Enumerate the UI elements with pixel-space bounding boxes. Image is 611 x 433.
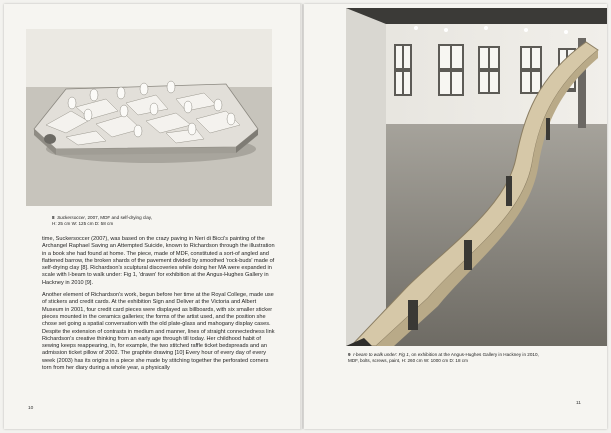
page-number-right: 11 [576, 401, 581, 406]
left-page [4, 4, 302, 429]
page-number-left: 10 [28, 406, 34, 411]
figure-9-number: 9 [348, 352, 351, 357]
figure-9-caption [348, 352, 598, 364]
i-beam-gallery-illustration [346, 8, 607, 346]
figure-9-details: , on exhibition at the Angus-Hughes Gallery in Hackney in 2010, [408, 352, 539, 357]
paragraph-1: time, Suckersoccer (2007), was based on the crazy paving in Neri di Bicci's painting of the Archangel Raphael Saving an Attempted Suicide, known to Richardson through the illustration in a book she had found at home. The piece, made of MDF, constituted a sort-of angled and flattened barrow, the broken shards of the pavement divided by smoothed 'rock-buds' made of self-drying clay [8]. Richardson's sculptural discoveries while doing her MA were expanded in scale with I-beam to walk under: Fig 1, 'drawn' for exhibition at the Angus-Hughes Gallery in Hackney in 2010 [9]. [42, 236, 275, 286]
figure-8-title: Suckersoccer [57, 215, 85, 220]
right-page [304, 4, 607, 429]
paragraph-2: Another element of Richardson's work, begun before her time at the Royal College, made use of stickers and credit cards. At the exhibition Sign and Deliver at the Victoria and Albert Museum in 2001, four credit card pieces were displayed as billboards, with six smaller sticker pieces mounted in the ceramics galleries; the forms of the artist used, and the position she chose set going a spatial conversation with the old plate-glass and mahogany display cases. Despite the extension of contrasts in medium and manner, lines of straight connectedness link Richardson's creative thinking from an early age through till today. Her childhood habit of sewing keeps reappearing, in, for example, the two stitched raffle ticket bedspreads and an admission ticket pillow of 2002. The graphite drawing [10] Every hour of every day of every week (2003) has its origins in a piece she made by stitching together the perforated corners torn from her diary during a whole year, a physically [42, 292, 275, 372]
i-beam-gallery-photo [346, 8, 607, 346]
figure-9-dimensions: MDF, bolts, screws, paint, H: 260 cm W: 1000 cm D: 18 cm [348, 358, 468, 363]
body-text [42, 236, 277, 377]
suckersoccer-photo [26, 29, 272, 206]
figure-8-caption [52, 215, 252, 227]
suckersoccer-sculpture-illustration [26, 29, 272, 206]
figure-8-dimensions: H: 25 cm W: 125 cm D: 58 cm [52, 221, 114, 226]
figure-8-details: , 2007, MDF and self-drying clay, [84, 215, 153, 220]
figure-9-title: I-beam to walk under: Fig 1 [353, 352, 409, 357]
figure-8-number: 8 [52, 215, 55, 220]
